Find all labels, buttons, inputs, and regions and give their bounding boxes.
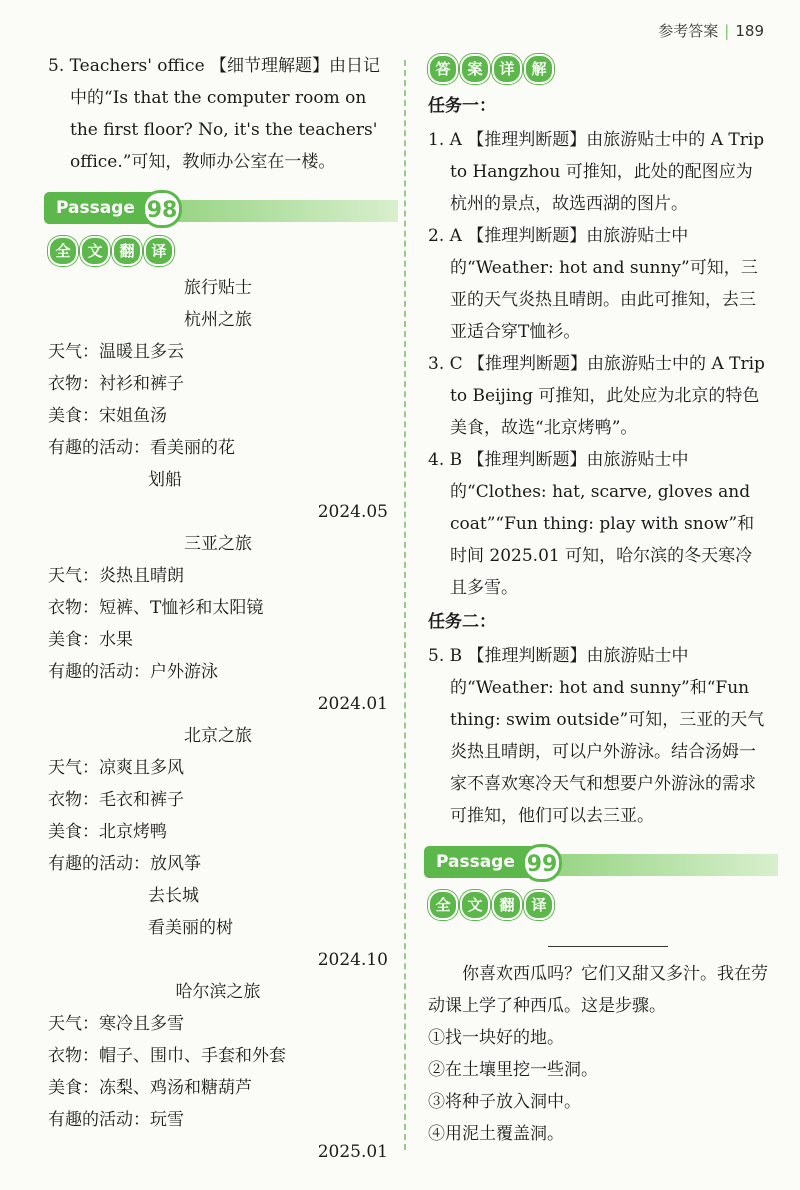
badge-char: 解 bbox=[524, 54, 554, 84]
step-item: ②在土壤里挖一些洞。 bbox=[428, 1060, 598, 1080]
trip-date: 2024.01 bbox=[317, 694, 388, 714]
trip-line: 天气：炎热且晴朗 bbox=[48, 566, 184, 586]
trip-line: 美食：冻梨、鸡汤和糖葫芦 bbox=[48, 1078, 252, 1098]
badge-char: 翻 bbox=[112, 236, 142, 266]
trip-line: 划船 bbox=[148, 470, 182, 490]
passage-number: 99 bbox=[522, 844, 562, 882]
answer-item: 5. B 【推理判断题】由旅游贴士中的“Weather: hot and sunny”和“Fun thing: swim outside”可知，三亚的天气炎热且晴朗，可以户外游泳。结合汤姆一家不喜欢寒冷天气和想要户外游泳的需求可推知，他们可以去三亚。 bbox=[428, 646, 765, 826]
passage-98-banner bbox=[44, 192, 388, 226]
task-two-heading: 任务二： bbox=[428, 612, 496, 632]
passage-label: Passage bbox=[44, 192, 174, 224]
answer-item: 4. B 【推理判断题】由旅游贴士中的“Clothes: hat, scarve, gloves and coat”“Fun thing: play with snow”和时间 2025.01 可知，哈尔滨的冬天寒冷且多雪。 bbox=[428, 450, 755, 598]
column-divider bbox=[404, 60, 406, 1150]
badge-char: 文 bbox=[80, 236, 110, 266]
trip-date: 2025.01 bbox=[317, 1142, 388, 1162]
trip-name: 杭州之旅 bbox=[184, 310, 252, 330]
right-column bbox=[428, 50, 768, 1150]
left-column bbox=[48, 50, 388, 1168]
badge-char: 译 bbox=[524, 890, 554, 920]
trip-line: 美食：北京烤鸭 bbox=[48, 822, 167, 842]
trip-name: 哈尔滨之旅 bbox=[175, 982, 261, 1002]
answer-q5: 5. Teachers' office 【细节理解题】由日记中的“Is that the computer room on the first floor? No, it's the teachers' office.”可知，教师办公室在一楼。 bbox=[48, 56, 381, 172]
trip-line: 有趣的活动：玩雪 bbox=[48, 1110, 184, 1130]
trip-name: 三亚之旅 bbox=[184, 534, 252, 554]
trip-line: 天气：凉爽且多风 bbox=[48, 758, 184, 778]
translation-badge bbox=[48, 236, 388, 266]
trip-line: 衣物：帽子、围巾、手套和外套 bbox=[48, 1046, 286, 1066]
section-title: 参考答案 bbox=[658, 22, 719, 40]
passage-intro: 你喜欢西瓜吗？它们又甜又多汁。我在劳动课上学了种西瓜。这是步骤。 bbox=[428, 964, 768, 1016]
page-number: 189 bbox=[735, 22, 764, 40]
step-item: ①找一块好的地。 bbox=[428, 1028, 564, 1048]
translation-badge bbox=[428, 890, 768, 920]
badge-char: 文 bbox=[460, 890, 490, 920]
passage-label: Passage bbox=[424, 846, 554, 878]
page-header: 参考答案 | 189 bbox=[658, 22, 764, 40]
trip-line: 有趣的活动：户外游泳 bbox=[48, 662, 218, 682]
answer-item: 1. A 【推理判断题】由旅游贴士中的 A Trip to Hangzhou 可推知，此处的配图应为杭州的景点，故选西湖的图片。 bbox=[428, 130, 765, 214]
badge-char: 案 bbox=[460, 54, 490, 84]
trip-line: 看美丽的树 bbox=[148, 918, 233, 938]
badge-char: 详 bbox=[492, 54, 522, 84]
trip-date: 2024.10 bbox=[317, 950, 388, 970]
badge-char: 翻 bbox=[492, 890, 522, 920]
trip-line: 美食：宋姐鱼汤 bbox=[48, 406, 167, 426]
trip-date: 2024.05 bbox=[317, 502, 388, 522]
badge-char: 全 bbox=[428, 890, 458, 920]
trip-line: 衣物：短裤、T恤衫和太阳镜 bbox=[48, 598, 264, 618]
blank-title-line bbox=[428, 926, 768, 958]
trip-line: 衣物：衬衫和裤子 bbox=[48, 374, 184, 394]
trip-line: 有趣的活动：看美丽的花 bbox=[48, 438, 235, 458]
trip-line: 天气：温暖且多云 bbox=[48, 342, 184, 362]
trip-name: 北京之旅 bbox=[184, 726, 252, 746]
answer-item: 2. A 【推理判断题】由旅游贴士中的“Weather: hot and sunny”可知，三亚的天气炎热且晴朗。由此可推知，去三亚适合穿T恤衫。 bbox=[428, 226, 758, 342]
trip-line: 有趣的活动：放风筝 bbox=[48, 854, 201, 874]
travel-tips-title: 旅行贴士 bbox=[184, 278, 252, 298]
trip-line: 美食：水果 bbox=[48, 630, 133, 650]
badge-char: 全 bbox=[48, 236, 78, 266]
step-item: ④用泥土覆盖洞。 bbox=[428, 1124, 564, 1144]
passage-99-banner bbox=[424, 846, 768, 880]
answer-item: 3. C 【推理判断题】由旅游贴士中的 A Trip to Beijing 可推知，此处应为北京的特色美食，故选“北京烤鸭”。 bbox=[428, 354, 765, 438]
step-item: ③将种子放入洞中。 bbox=[428, 1092, 581, 1112]
answer-badge bbox=[428, 54, 768, 84]
task-one-heading: 任务一： bbox=[428, 96, 496, 116]
trip-line: 去长城 bbox=[148, 886, 199, 906]
trip-line: 天气：寒冷且多雪 bbox=[48, 1014, 184, 1034]
badge-char: 译 bbox=[144, 236, 174, 266]
trip-line: 衣物：毛衣和裤子 bbox=[48, 790, 184, 810]
badge-char: 答 bbox=[428, 54, 458, 84]
passage-number: 98 bbox=[142, 190, 182, 228]
